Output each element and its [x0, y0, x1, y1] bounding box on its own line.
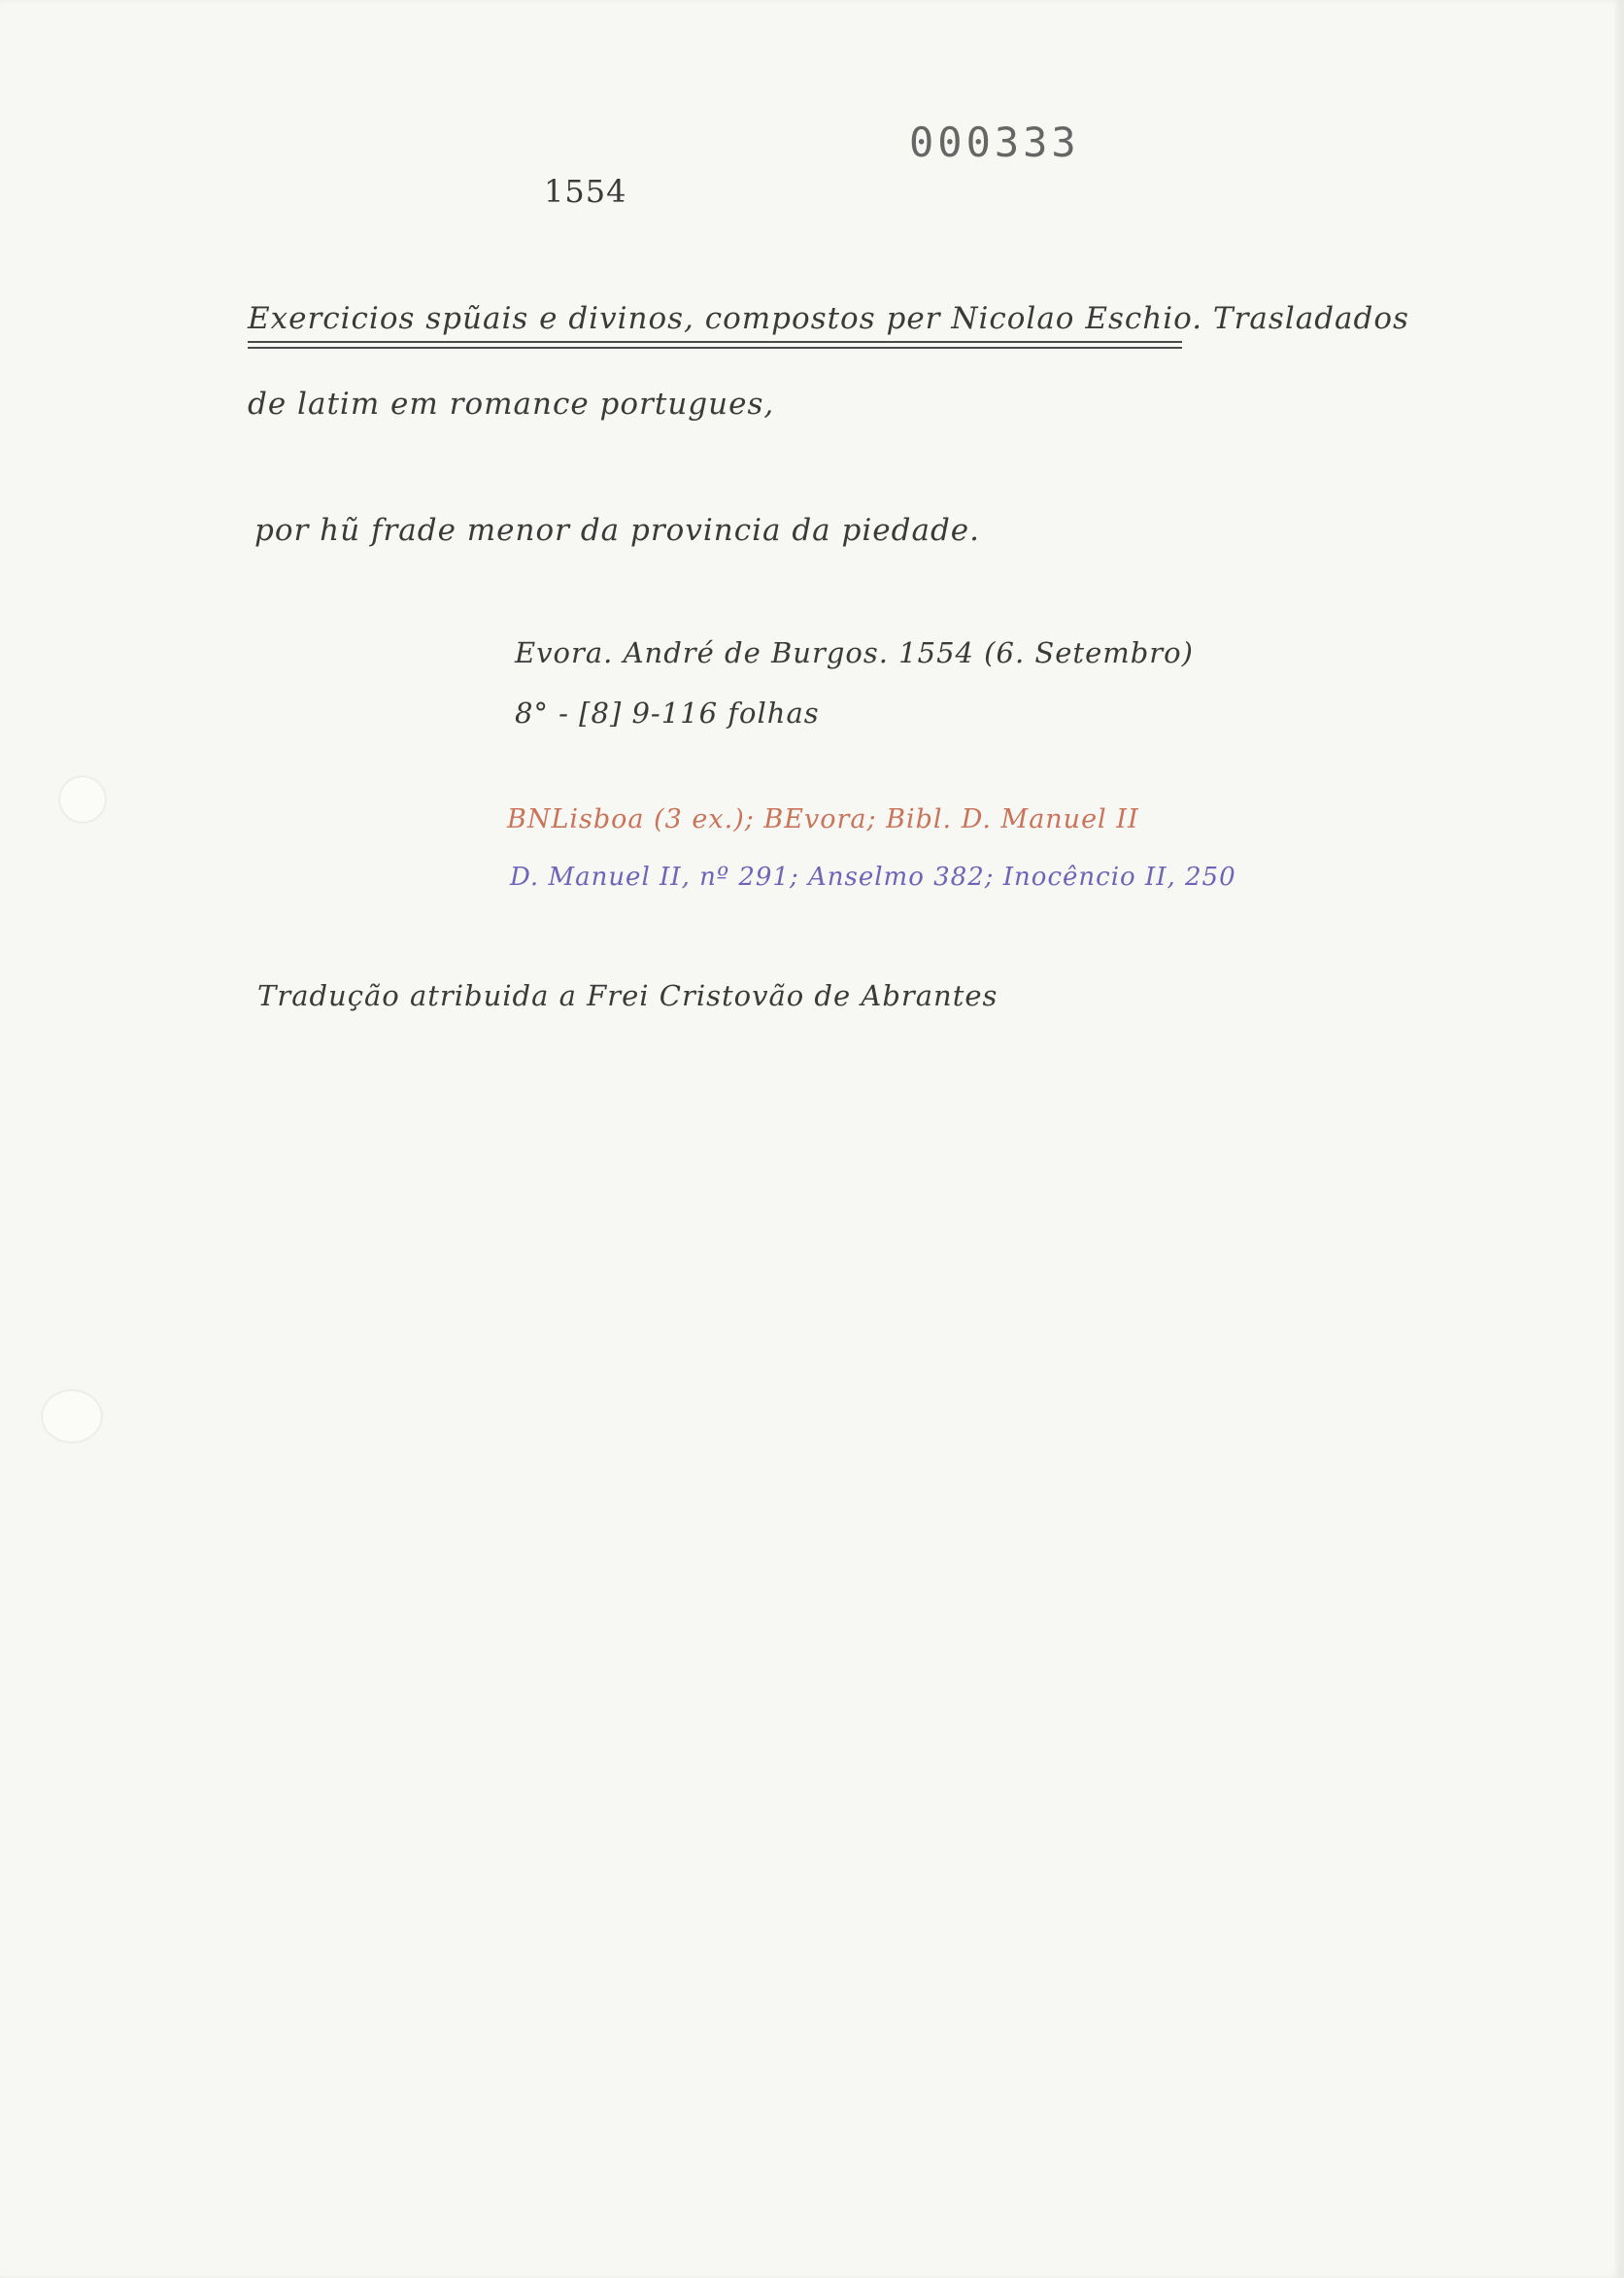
- bibliographic-references-line: D. Manuel II, nº 291; Anselmo 382; Inocêncio II, 250: [510, 863, 1236, 892]
- attribution-note: Tradução atribuida a Frei Cristovão de Abrantes: [257, 979, 998, 1012]
- imprint-line: Evora. André de Burgos. 1554 (6. Setembro): [515, 636, 1194, 669]
- title-line-3: por hũ frade menor da provincia da piedade.: [254, 513, 980, 548]
- stamp-number: 000333: [909, 119, 1080, 166]
- punch-hole: [43, 1391, 101, 1442]
- title-underline: [248, 347, 1182, 349]
- title-underline: [248, 341, 1182, 343]
- title-line-2: de latim em romance portugues,: [248, 387, 775, 422]
- punch-hole: [60, 777, 105, 822]
- title-line-1: Exercicios spũais e divinos, compostos per Nicolao Eschio. Trasladados: [248, 301, 1409, 336]
- year-heading: 1554: [544, 173, 627, 210]
- collation-line: 8° - [8] 9-116 folhas: [515, 697, 820, 730]
- copies-location-line: BNLisboa (3 ex.); BEvora; Bibl. D. Manuel II: [507, 804, 1139, 834]
